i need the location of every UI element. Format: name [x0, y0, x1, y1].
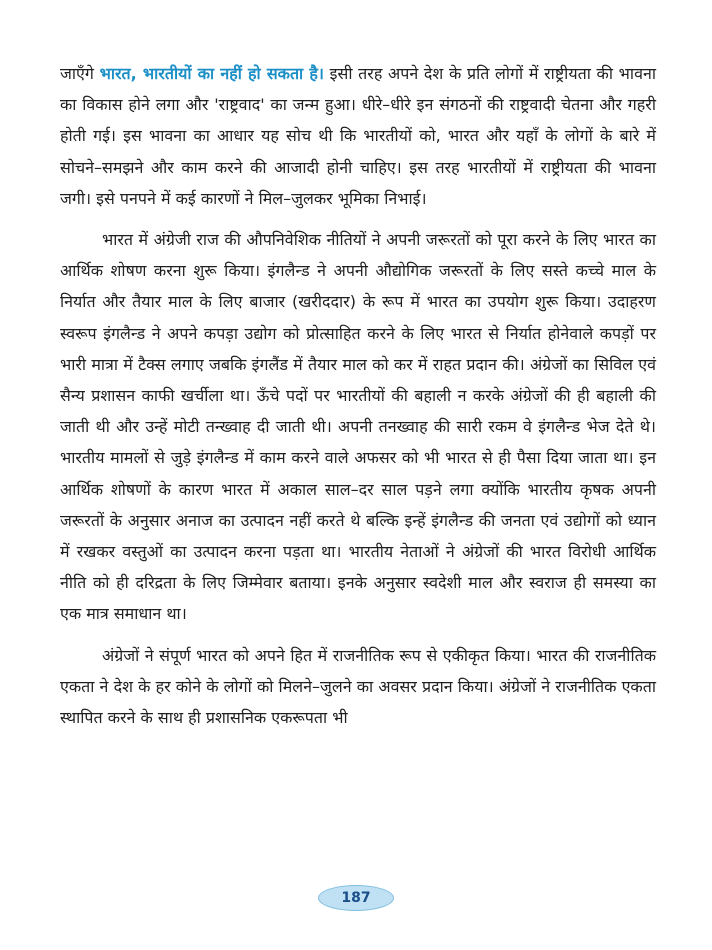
paragraph-3: अंग्रेजों ने संपूर्ण भारत को अपने हित में राजनीतिक रूप से एकीकृत किया। भारत की राजनीतिक एकता ने देश के हर कोने के लोगों को मिलने–जुलने का अवसर प्रदान किया। अंग्रेजों ने राजनीतिक एकता स्थापित करने के साथ ही प्रशासनिक एकरूपता भी	[60, 645, 656, 728]
paragraph-1-lead: जाएँगे	[60, 64, 100, 83]
body-text	[60, 58, 656, 743]
paragraph-1-text: इसी तरह अपने देश के प्रति लोगों में राष्ट्रीयता की भावना का विकास होने लगा और 'राष्ट्रवाद' का जन्म हुआ। धीरे–धीरे इन संगठनों की राष्ट्रवादी चेतना और गहरी होती गई। इस भावना का आधार यह सोच थी कि भारतीयों को, भारत और यहाँ के लोगों के बारे में सोचने–समझने और काम करने की आजादी होनी चाहिए। इस तरह भारतीयों में राष्ट्रीयता की भावना जगी। इसे पनपने में कई कारणों ने मिल–जुलकर भूमिका निभाई।	[60, 64, 656, 208]
page-number-badge	[318, 885, 394, 911]
paragraph-1	[60, 58, 656, 214]
paragraph-2: भारत में अंग्रेजी राज की औपनिवेशिक नीतियों ने अपनी जरूरतों को पूरा करने के लिए भारत का आर्थिक शोषण करना शुरू किया। इंगलैन्ड ने अपनी औद्योगिक जरूरतों के लिए सस्ते कच्चे माल के निर्यात और तैयार माल के लिए बाजार (खरीददार) के रूप में भारत का उपयोग शुरू किया। उदाहरण स्वरूप इंगलैन्ड ने अपने कपड़ा उद्योग को प्रोत्साहित करने के लिए भारत से निर्यात होनेवाले कपड़ों पर भारी मात्रा में टैक्स लगाए जबकि इंगलैंड में तैयार माल को कर में राहत प्रदान की। अंग्रेजों का सिविल एवं सैन्य प्रशासन काफी खर्चीला था। ऊँचे पदों पर भारतीयों की बहाली न करके अंग्रेजों की ही बहाली की जाती थी और उन्हें मोटी तन्ख्वाह दी जाती थी। अपनी तनख्वाह की सारी रकम वे इंगलैन्ड भेज देते थे। भारतीय मामलों से जुड़े इंगलैन्ड में काम करने वाले अफसर को भी भारत से ही पैसा दिया जाता था। इन आर्थिक शोषणों के कारण भारत में अकाल साल–दर साल पड़ने लगा क्योंकि भारतीय कृषक अपनी जरूरतों के अनुसार अनाज का उत्पादन नहीं करते थे बल्कि इन्हें इंगलैन्ड की जनता एवं उद्योगों को ध्यान में रखकर वस्तुओं का उत्पादन करना पड़ता था। भारतीय नेताओं ने अंग्रेजों की भारत विरोधी आर्थिक नीति को ही दरिद्रता के लिए जिम्मेवार बताया। इनके अनुसार स्वदेशी माल और स्वराज ही समस्या का एक मात्र समाधान था।	[60, 230, 656, 624]
highlighted-phrase: भारत, भारतीयों का नहीं हो सकता है।	[99, 64, 324, 83]
page-number: 187	[341, 890, 371, 906]
